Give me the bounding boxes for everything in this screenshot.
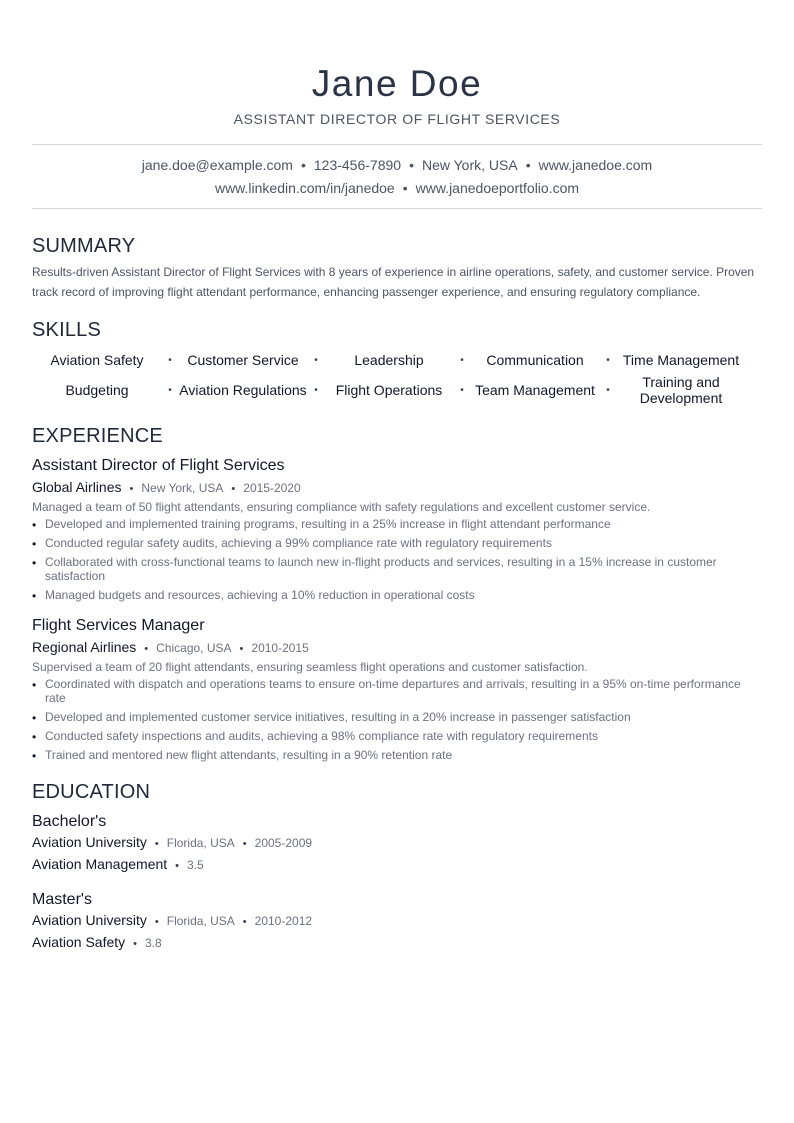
edu-field-line (32, 854, 762, 876)
edu-degree: Master's (32, 891, 92, 908)
skill-item: Team Management (475, 382, 595, 398)
candidate-title: ASSISTANT DIRECTOR OF FLIGHT SERVICES (233, 111, 561, 127)
contact-separator: • (409, 157, 414, 173)
job-entry (32, 616, 762, 762)
skill-separator: • (606, 384, 610, 396)
job-title: Flight Services Manager (32, 617, 205, 634)
edu-dates: 2005-2009 (254, 836, 313, 850)
contact-line-2 (32, 177, 762, 200)
job-bullet: • Managed budgets and resources, achieving a 10% reduction in operational costs (32, 588, 762, 602)
contact-location: New York, USA (421, 157, 518, 173)
edu-dates: 2010-2012 (254, 914, 313, 928)
skill-item: Leadership (354, 352, 424, 368)
experience-heading: EXPERIENCE (32, 425, 163, 447)
edu-location: Florida, USA (166, 836, 235, 850)
education-entry (32, 812, 762, 876)
meta-separator: • (144, 643, 149, 655)
job-dates: 2010-2015 (251, 641, 309, 655)
contact-separator: • (300, 157, 306, 173)
skill-item: Flight Operations (335, 382, 443, 398)
job-bullet: • Conducted regular safety audits, achieving a 99% compliance rate with regulatory requirements (32, 536, 762, 550)
edu-gpa: 3.8 (145, 936, 162, 950)
skill-separator: • (460, 354, 464, 366)
contact-website[interactable]: www.janedoe.com (538, 157, 653, 173)
edu-degree: Bachelor's (32, 813, 107, 830)
edu-school-line (32, 910, 762, 932)
contact-phone[interactable]: 123-456-7890 (313, 157, 402, 173)
skills-grid (32, 346, 762, 406)
job-bullets (32, 677, 762, 762)
skill-separator: • (314, 354, 318, 366)
job-description: Supervised a team of 20 flight attendants, ensuring seamless flight operations and customer satisfaction. (32, 660, 588, 674)
edu-gpa: 3.5 (187, 858, 204, 872)
job-entry (32, 456, 762, 602)
skill-item: Customer Service (187, 352, 299, 368)
edu-location: Florida, USA (166, 914, 235, 928)
contact-email[interactable]: jane.doe@example.com (141, 157, 293, 173)
job-location: Chicago, USA (156, 641, 232, 655)
job-meta (32, 638, 762, 658)
contact-block (32, 144, 762, 209)
edu-school: Aviation University (32, 912, 147, 928)
skill-item: Aviation Regulations (179, 382, 307, 398)
edu-field-line (32, 932, 762, 954)
meta-separator: • (154, 916, 159, 928)
job-company: Global Airlines (32, 479, 122, 495)
job-description: Managed a team of 50 flight attendants, ensuring compliance with safety regulations and excellent customer service. (32, 500, 651, 514)
skill-separator: • (168, 384, 172, 396)
education-entry (32, 890, 762, 954)
contact-separator: • (402, 180, 408, 196)
contact-linkedin[interactable]: www.linkedin.com/in/janedoe (214, 180, 395, 196)
contact-separator: • (525, 157, 531, 173)
job-bullet: • Collaborated with cross-functional teams to launch new in-flight products and services, resulting in a 15% increase in customer satisfaction (32, 555, 762, 583)
meta-separator: • (154, 838, 159, 850)
meta-separator: • (239, 643, 244, 655)
edu-school-line (32, 832, 762, 854)
skill-separator: • (460, 384, 464, 396)
job-bullet: • Conducted safety inspections and audits, achieving a 98% compliance rate with regulatory requirements (32, 729, 762, 743)
edu-field: Aviation Safety (32, 934, 126, 950)
education-heading: EDUCATION (32, 781, 151, 803)
meta-separator: • (231, 483, 236, 495)
contact-portfolio[interactable]: www.janedoeportfolio.com (415, 180, 580, 196)
summary-text: Results-driven Assistant Director of Flight Services with 8 years of experience in airline operations, safety, and customer service. Proven track record of improving flight attendant performance, enhancing passenger experience, and ensuring regulatory compliance. (32, 265, 755, 299)
skill-item: Communication (486, 352, 584, 368)
job-bullets (32, 517, 762, 602)
job-bullet: • Trained and mentored new flight attendants, resulting in a 90% retention rate (32, 748, 762, 762)
skill-item: Training and Development (639, 374, 723, 406)
skill-separator: • (168, 354, 172, 366)
meta-separator: • (242, 838, 247, 850)
job-dates: 2015-2020 (243, 481, 301, 495)
meta-separator: • (133, 938, 137, 950)
job-bullet: • Developed and implemented training programs, resulting in a 25% increase in flight attendant performance (32, 517, 762, 531)
meta-separator: • (242, 916, 247, 928)
skill-item: Aviation Safety (50, 352, 144, 368)
job-location: New York, USA (141, 481, 224, 495)
meta-separator: • (129, 483, 134, 495)
edu-field: Aviation Management (32, 856, 168, 872)
job-title: Assistant Director of Flight Services (32, 457, 285, 474)
skill-separator: • (606, 354, 610, 366)
skill-item: Time Management (622, 352, 740, 368)
summary-heading: SUMMARY (32, 235, 136, 257)
skill-item: Budgeting (65, 382, 129, 398)
job-bullet: • Developed and implemented customer service initiatives, resulting in a 20% increase in passenger satisfaction (32, 710, 762, 724)
resume-page (32, 0, 762, 954)
job-company: Regional Airlines (32, 639, 137, 655)
job-meta (32, 478, 762, 498)
meta-separator: • (175, 860, 180, 872)
job-bullet: • Coordinated with dispatch and operations teams to ensure on-time departures and arrivals, resulting in a 95% on-time performance rate (32, 677, 762, 705)
contact-line-1 (32, 154, 762, 177)
skills-heading: SKILLS (32, 319, 102, 341)
edu-school: Aviation University (32, 834, 147, 850)
candidate-name: Jane Doe (311, 63, 483, 104)
skill-separator: • (314, 384, 318, 396)
